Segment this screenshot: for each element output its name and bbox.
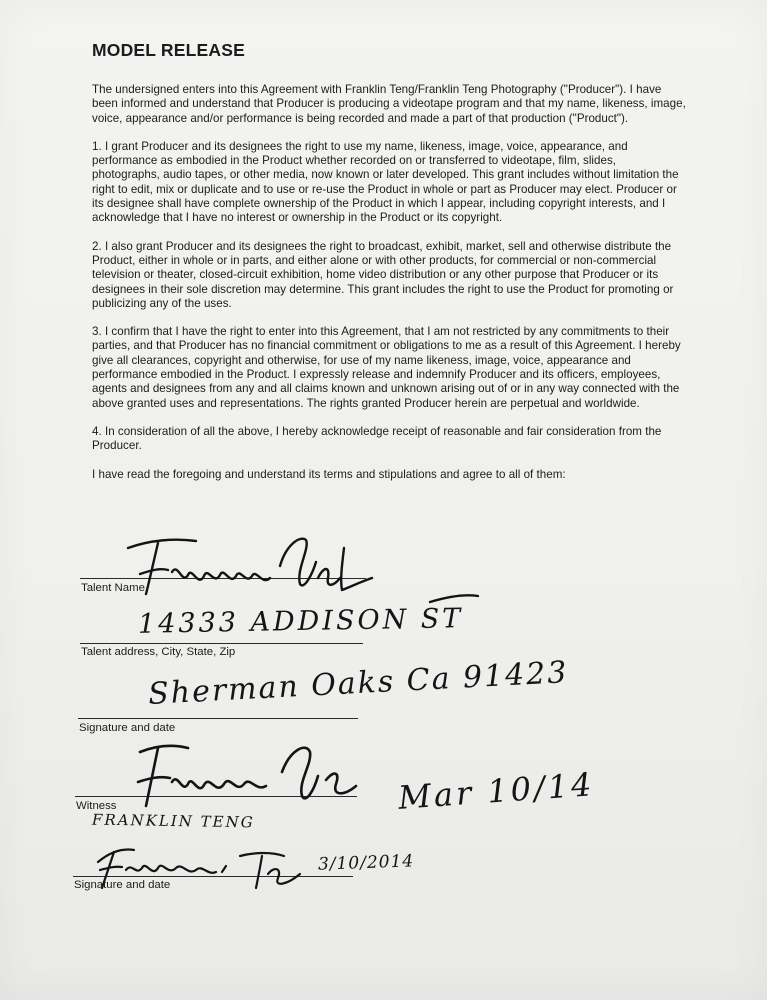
handwritten-talent-date: Mar 10/14 (396, 765, 596, 817)
talent-signature-line[interactable] (78, 718, 358, 719)
handwritten-city: Sherman Oaks Ca 91423 (147, 655, 570, 712)
handwritten-witness-name: FRANKLIN TENG (91, 810, 255, 832)
talent-name-line[interactable] (80, 578, 366, 579)
talent-signature-label: Signature and date (79, 722, 176, 734)
agreement-statement: I have read the foregoing and understand its terms and stipulations and agree to all of them: (92, 467, 566, 481)
clause-1-paragraph: 1. I grant Producer and its designees the right to use my name, likeness, image, voice, appearance, and performance as embodied in the Product whether recorded on or transferred to videotape, film, slides, photographs, audio tapes, or other media, now known or later developed. This grant includes without limitation the right to edit, mix or duplicate and to use or re-use the Product in whole or part as Producer may elect. Producer or its designee shall have complete ownership of the Product in which I appear, including copyright interests, and I acknowledge that I have no interest or ownership in the Product or its copyright. (92, 139, 679, 225)
talent-address-line[interactable] (80, 643, 363, 644)
intro-paragraph: The undersigned enters into this Agreement with Franklin Teng/Franklin Teng Photography ("Producer"). I have been informed and understand that Producer is producing a videotape program and that my name, likeness, image, voice, appearance and/or performance is being recorded and made a part of that production ("Product"). (92, 83, 686, 125)
talent-address-label: Talent address, City, State, Zip (81, 646, 236, 658)
witness-signature-label: Signature and date (74, 879, 171, 891)
clause-2-paragraph: 2. I also grant Producer and its designees the right to broadcast, exhibit, market, sell and otherwise distribute the Product, either in whole or in parts, and either alone or with other products, for commercial or non-commercial television or theater, closed-circuit exhibition, home video distribution or any other purpose that Producer or its designees in their sole discretion may determine. This grant includes the right to use the Product for promoting or publicizing any of the uses. (92, 239, 674, 310)
clause-3-paragraph: 3. I confirm that I have the right to enter into this Agreement, that I am not restricted by any commitments to their parties, and that Producer has no financial commitment or obligations to me as a result of this Agreement. I hereby give all clearances, copyright and otherwise, for use of my name likeness, image, voice, appearance and performance embodied in the Product. I expressly release and indemnify Producer and its officers, employees, agents and designees from any and all claims known and unknown arising out of or in any way connected with the above granted uses and representations. The rights granted Producer herein are perpetual and worldwide. (92, 325, 681, 410)
clause-4-paragraph: 4. In consideration of all the above, I hereby acknowledge receipt of reasonable and fair consideration from the Producer. (92, 424, 662, 453)
talent-name-label: Talent Name (81, 582, 145, 594)
handwritten-witness-date: 3/10/2014 (317, 851, 415, 875)
witness-signature-line[interactable] (73, 876, 353, 877)
document-title: MODEL RELEASE (92, 40, 245, 60)
witness-label: Witness (76, 800, 117, 812)
handwritten-address: 14333 ADDISON ST (137, 603, 464, 640)
witness-line[interactable] (75, 796, 357, 797)
